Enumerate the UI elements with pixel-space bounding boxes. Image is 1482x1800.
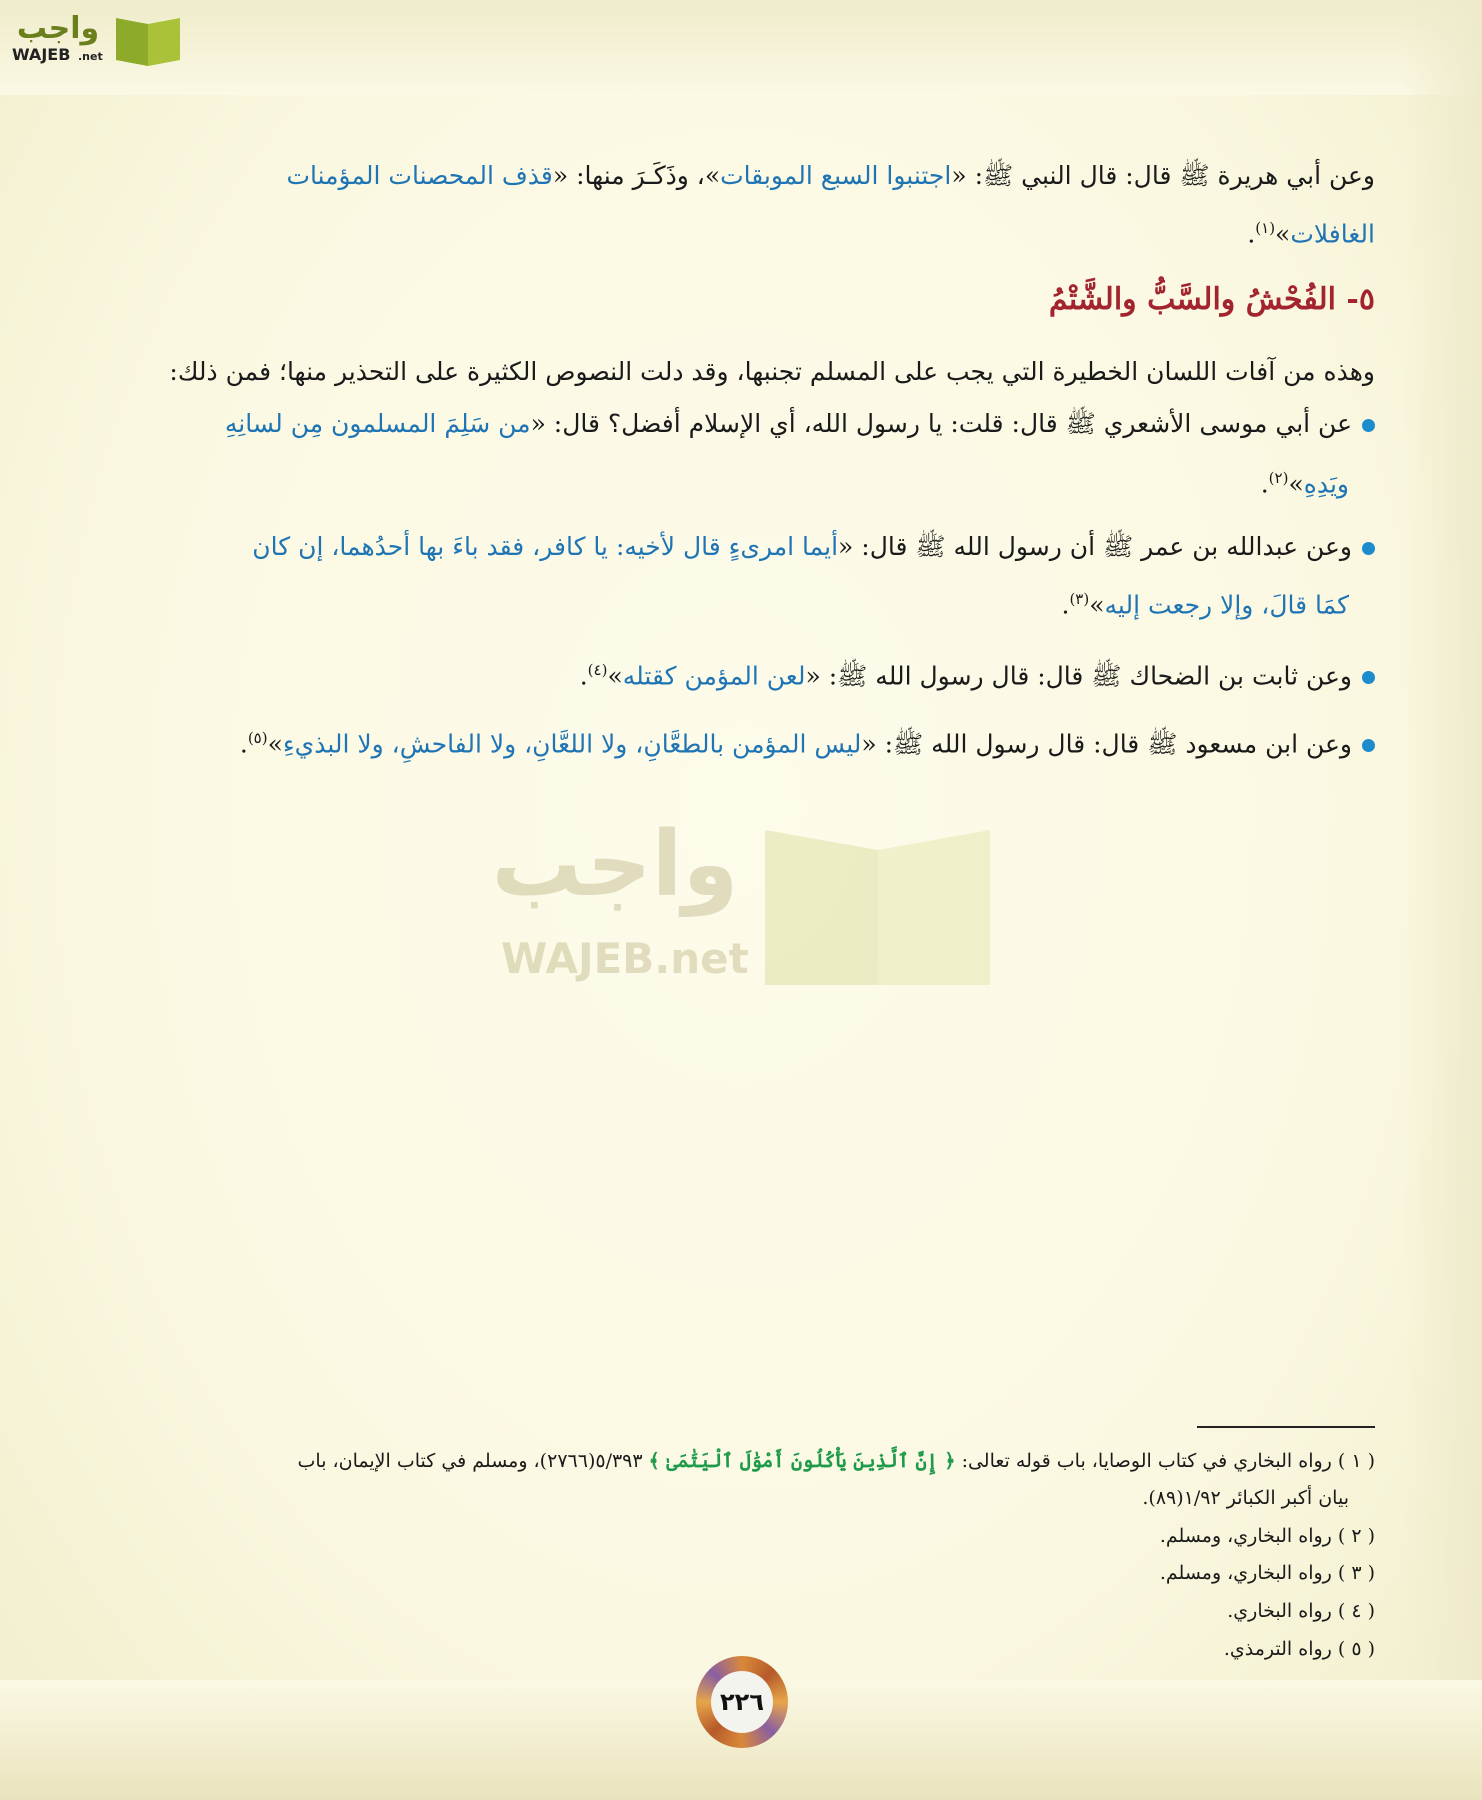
text: »، وذَكَـرَ منها: «	[552, 161, 721, 190]
text: »	[1275, 219, 1291, 249]
intro-paragraph: وهذه من آفات اللسان الخطيرة التي يجب على المسلم تجنبها، وقد دلت النصوص الكثيرة على التحذير منها؛ فمن ذلك:	[169, 357, 1375, 386]
text: .	[1247, 219, 1256, 249]
bullet-item-1-cont	[1261, 458, 1349, 504]
section-heading: ٥- الفُحْشُ والسَّبُّ والشَّتْمُ	[1048, 282, 1375, 317]
logo-arabic: واجب	[16, 11, 100, 46]
hadith-quote: من سَلِمَ المسلمون مِن لسانِهِ	[224, 409, 531, 438]
footnote-ref[interactable]: (١)	[1255, 219, 1276, 237]
wajeb-logo[interactable]	[8, 6, 190, 66]
footnote-divider	[1197, 1426, 1375, 1428]
footnote-1	[298, 1446, 1375, 1476]
footnote-ref[interactable]: (٥)	[247, 729, 268, 747]
watermark-arabic: واجب	[495, 815, 739, 917]
footnote-ref[interactable]: (٤)	[587, 661, 608, 679]
footnote-ref[interactable]: (٣)	[1069, 590, 1090, 608]
page-edge	[1402, 0, 1482, 1800]
bullet-item-2-cont	[1061, 579, 1349, 625]
text: .	[1260, 469, 1269, 499]
bullet-item-2	[252, 527, 1375, 567]
text: وعن عبدالله بن عمر ﷺ أن رسول الله ﷺ قال: «	[838, 532, 1352, 561]
watermark	[495, 815, 995, 985]
watermark-latin: WAJEB.net	[501, 934, 749, 983]
footnote-ref[interactable]: (٢)	[1268, 469, 1289, 487]
bullet-item-3	[580, 650, 1375, 696]
header-band	[0, 0, 1482, 95]
text: وعن أبي هريرة ﷺ قال: قال النبي ﷺ: «	[951, 161, 1375, 190]
logo-latin: WAJEB	[12, 45, 71, 64]
footnote-2: ( ٢ ) رواه البخاري، ومسلم.	[1159, 1525, 1375, 1547]
hadith-quote: أيما امرىءٍ قال لأخيه: يا كافر، فقد باءَ بها أحدُهما، إن كان	[252, 532, 839, 561]
book-icon	[116, 18, 180, 66]
hadith-quote: الغافلات	[1290, 219, 1375, 249]
bullet-icon	[1362, 671, 1375, 684]
hadith-quote: لعن المؤمن كقتله	[622, 661, 806, 691]
text: »	[1089, 590, 1105, 620]
text: ( ١ ) رواه البخاري في كتاب الوصايا، باب قوله تعالى:	[955, 1450, 1375, 1472]
intro-line-2	[1247, 208, 1375, 254]
hadith-quote: ليس المؤمن بالطعَّانِ، ولا اللعَّانِ، ولا الفاحشِ، ولا البذيءِ	[282, 729, 862, 759]
text: وعن ابن مسعود ﷺ قال: قال رسول الله ﷺ: «	[861, 729, 1352, 759]
hadith-quote: كمَا قالَ، وإلا رجعت إليه	[1104, 590, 1349, 620]
bullet-icon	[1362, 542, 1375, 555]
bullet-item-1	[225, 404, 1375, 444]
bullet-icon	[1362, 419, 1375, 432]
text: ٥/٣٩٣(٢٧٦٦)، ومسلم في كتاب الإيمان، باب	[297, 1450, 649, 1472]
footnote-3: ( ٣ ) رواه البخاري، ومسلم.	[1159, 1562, 1375, 1584]
hadith-quote: قذف المحصنات المؤمنات	[286, 161, 553, 190]
text: »	[267, 729, 283, 759]
book-icon	[765, 830, 990, 985]
bullet-item-4	[240, 718, 1375, 764]
footnote-4: ( ٤ ) رواه البخاري.	[1227, 1600, 1375, 1622]
hadith-quote: ويَدِهِ	[1303, 469, 1349, 499]
text: »	[607, 661, 623, 691]
text: وعن ثابت بن الضحاك ﷺ قال: قال رسول الله ﷺ: «	[805, 661, 1352, 691]
text: »	[1288, 469, 1304, 499]
text: .	[1061, 590, 1070, 620]
footnote-1-cont: بيان أكبر الكبائر ١/٩٢(٨٩).	[1142, 1487, 1349, 1509]
footnote-5: ( ٥ ) رواه الترمذي.	[1223, 1638, 1375, 1660]
logo-suffix: .net	[78, 50, 103, 63]
page-number: ٢٢٦	[720, 1688, 764, 1716]
text: عن أبي موسى الأشعري ﷺ قال: قلت: يا رسول الله، أي الإسلام أفضل؟ قال: «	[530, 409, 1352, 438]
hadith-quote: اجتنبوا السبع الموبقات	[720, 161, 952, 190]
quran-verse: ﴿ إِنَّ ٱلَّذِينَ يَأْكُلُونَ أَمْوَٰلَ ٱلْيَتَٰمَىٰ ﴾	[648, 1450, 956, 1472]
page-number-badge	[696, 1656, 788, 1748]
text: .	[579, 661, 588, 691]
text: .	[239, 729, 248, 759]
intro-line-1	[286, 156, 1375, 196]
bullet-icon	[1362, 739, 1375, 752]
